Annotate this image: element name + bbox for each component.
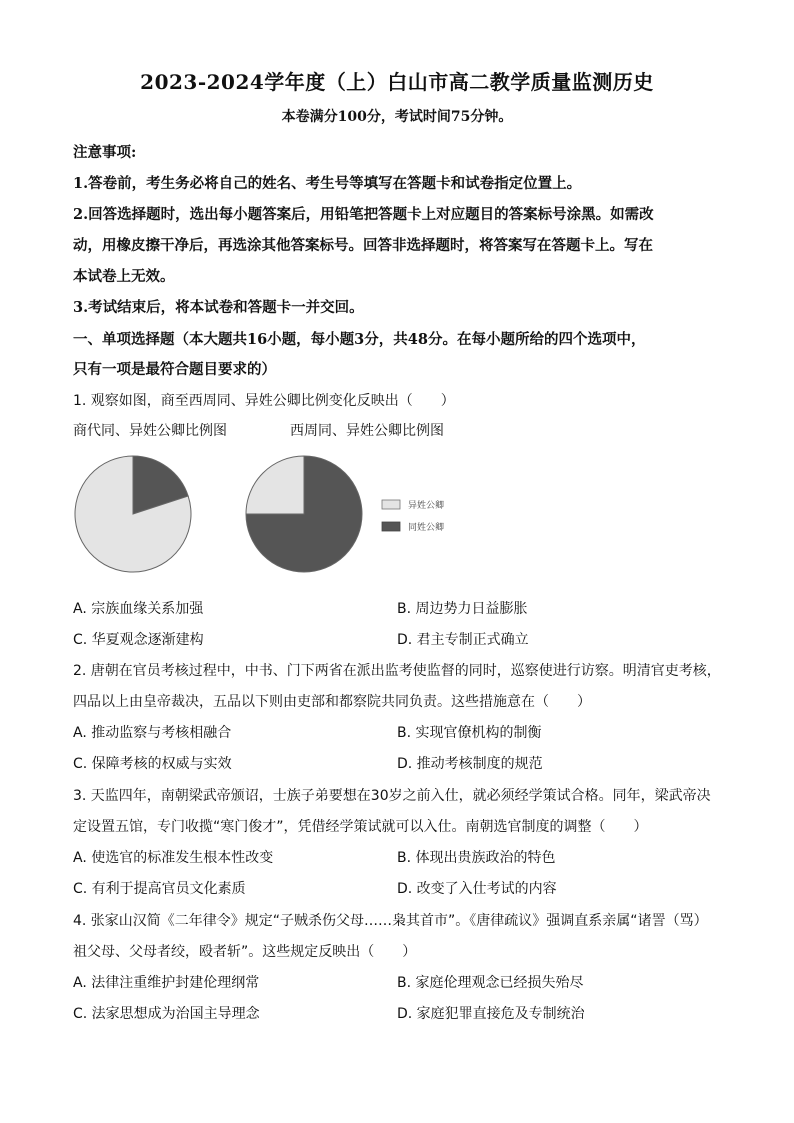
page-title: 2023-2024学年度（上）白山市高二教学质量监测历史 <box>140 70 654 94</box>
q1-option-a: A. 宗族血缘关系加强 <box>73 601 204 617</box>
pie-chart-western-zhou <box>246 456 362 572</box>
q4-option-d: D. 家庭犯罪直接危及专制统治 <box>397 1006 585 1022</box>
q3-option-b: B. 体现出贵族政治的特色 <box>397 850 556 866</box>
legend-label-yixing: 异姓公卿 <box>408 501 445 511</box>
note-line-1: 1.答卷前，考生务必将自己的姓名、考生号等填写在答题卡和试卷指定位置上。 <box>73 175 582 192</box>
q1-caption-left: 商代同、异姓公卿比例图 <box>73 423 227 439</box>
note-line-3: 动，用橡皮擦干净后，再选涂其他答案标号。回答非选择题时，将答案写在答题卡上。写在 <box>73 237 653 254</box>
note-line-5: 3.考试结束后，将本试卷和答题卡一并交回。 <box>73 299 364 316</box>
q4-option-b: B. 家庭伦理观念已经损失殆尽 <box>397 975 584 991</box>
q3-stem-line-1: 3. 天监四年，南朝梁武帝颁诏，士族子弟要想在30岁之前入仕，就必须经学策试合格。同年，梁武帝决 <box>73 788 711 804</box>
q3-option-d: D. 改变了入仕考试的内容 <box>397 881 557 897</box>
q1-option-b: B. 周边势力日益膨胀 <box>397 601 528 617</box>
pie-legend <box>382 499 444 533</box>
q3-option-c: C. 有利于提高官员文化素质 <box>73 881 246 897</box>
exam-info: 本卷满分100分，考试时间75分钟。 <box>281 109 513 125</box>
q3-stem-line-2: 定设置五馆，专门收揽“寒门俊才”，凭借经学策试就可以入仕。南朝选官制度的调整（ ） <box>73 819 648 835</box>
section-heading-line-2: 只有一项是最符合题目要求的） <box>73 361 276 378</box>
q4-option-c: C. 法家思想成为治国主导理念 <box>73 1006 260 1022</box>
q4-option-a: A. 法律注重维护封建伦理纲常 <box>73 975 260 991</box>
q1-caption-right: 西周同、异姓公卿比例图 <box>290 423 444 439</box>
note-line-2: 2.回答选择题时，选出每小题答案后，用铅笔把答题卡上对应题目的答案标号涂黑。如需改 <box>73 206 654 223</box>
q2-stem-line-2: 四品以上由皇帝裁决，五品以下则由吏部和都察院共同负责。这些措施意在（ ） <box>73 694 591 710</box>
q1-stem: 1. 观察如图，商至西周同、异姓公卿比例变化反映出（ ） <box>73 393 455 409</box>
q2-option-a: A. 推动监察与考核相融合 <box>73 725 232 741</box>
q1-option-d: D. 君主专制正式确立 <box>397 632 529 648</box>
legend-label-tongxing: 同姓公卿 <box>408 523 445 533</box>
q4-stem-line-2: 祖父母、父母者绞，殴者斩”。这些规定反映出（ ） <box>73 944 417 960</box>
pie-slice-yixing <box>246 456 304 514</box>
q1-option-c: C. 华夏观念逐渐建构 <box>73 632 204 648</box>
q2-option-d: D. 推动考核制度的规范 <box>397 756 543 772</box>
q2-option-c: C. 保障考核的权威与实效 <box>73 756 232 772</box>
q2-option-b: B. 实现官僚机构的制衡 <box>397 725 542 741</box>
pie-chart-shang <box>75 456 191 572</box>
q2-stem-line-1: 2. 唐朝在官员考核过程中，中书、门下两省在派出监考使监督的同时，巡察使进行访察。明清官吏考核， <box>73 663 721 679</box>
note-line-4: 本试卷上无效。 <box>73 268 175 285</box>
q3-option-a: A. 使选官的标准发生根本性改变 <box>73 850 274 866</box>
section-heading-line-1: 一、单项选择题（本大题共16小题，每小题3分，共48分。在每小题所给的四个选项中， <box>73 331 646 348</box>
notes-heading: 注意事项: <box>73 144 137 161</box>
q1-pie-charts <box>60 440 480 590</box>
q4-stem-line-1: 4. 张家山汉简《二年律令》规定“子贼杀伤父母……枭其首市”。《唐律疏议》强调直系亲属“诸詈（骂） <box>73 913 708 929</box>
legend-swatch-tongxing <box>382 522 400 531</box>
legend-swatch-yixing <box>382 500 400 509</box>
